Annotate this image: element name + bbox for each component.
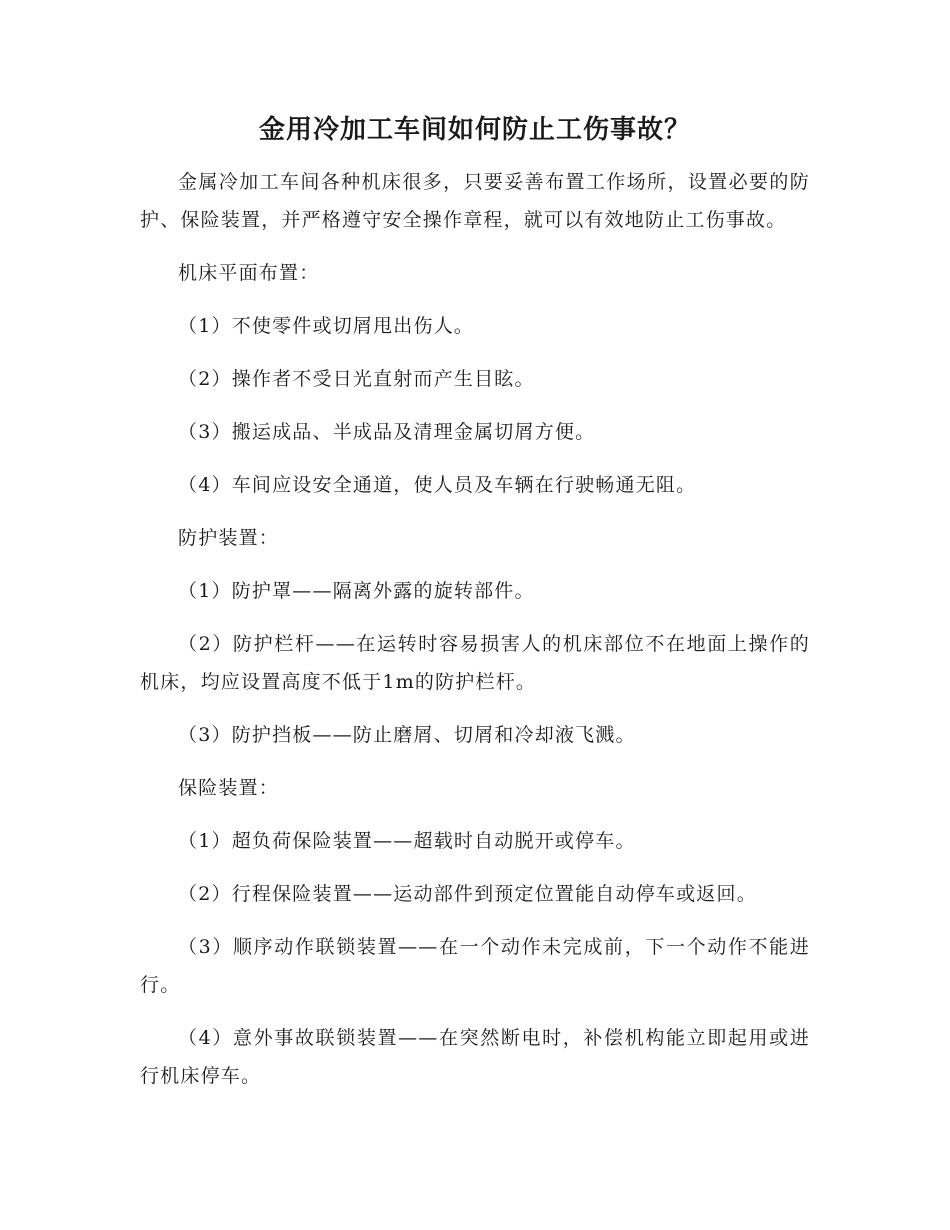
paragraph-intro: 金属冷加工车间各种机床很多，只要妥善布置工作场所，设置必要的防护、保险装置，并严格遵守安全操作章程，就可以有效地防止工伤事故。 [140,171,810,231]
list-item-guards-2: （2）防护栏杆——在运转时容易损害人的机床部位不在地面上操作的机床，均应设置高度不低于1m的防护栏杆。 [140,633,810,693]
list-item-safety-3: （3）顺序动作联锁装置——在一个动作未完成前，下一个动作不能进行。 [140,936,810,996]
list-item-layout-4: （4）车间应设安全通道，使人员及车辆在行驶畅通无阻。 [178,474,697,496]
list-item-safety-4: （4）意外事故联锁装置——在突然断电时，补偿机构能立即起用或进行机床停车。 [140,1027,810,1087]
list-item-guards-3: （3）防护挡板——防止磨屑、切屑和冷却液飞溅。 [178,724,636,746]
list-item-layout-1: （1）不使零件或切屑甩出伤人。 [178,315,475,337]
list-item-safety-1: （1）超负荷保险装置——超载时自动脱开或停车。 [178,830,636,852]
list-item-guards-1: （1）防护罩——隔离外露的旋转部件。 [178,580,535,602]
list-item-layout-3: （3）搬运成品、半成品及清理金属切屑方便。 [178,421,596,443]
section-heading-guards: 防护装置： [178,527,280,549]
page-title: 金用冷加工车间如何防止工伤事故？ [258,115,691,145]
section-heading-safety: 保险装置： [178,777,280,799]
list-item-safety-2: （2）行程保险装置——运动部件到预定位置能自动停车或返回。 [178,883,757,905]
list-item-layout-2: （2）操作者不受日光直射而产生目眩。 [178,368,535,390]
section-heading-layout: 机床平面布置： [178,262,320,284]
document-body [140,163,810,1095]
